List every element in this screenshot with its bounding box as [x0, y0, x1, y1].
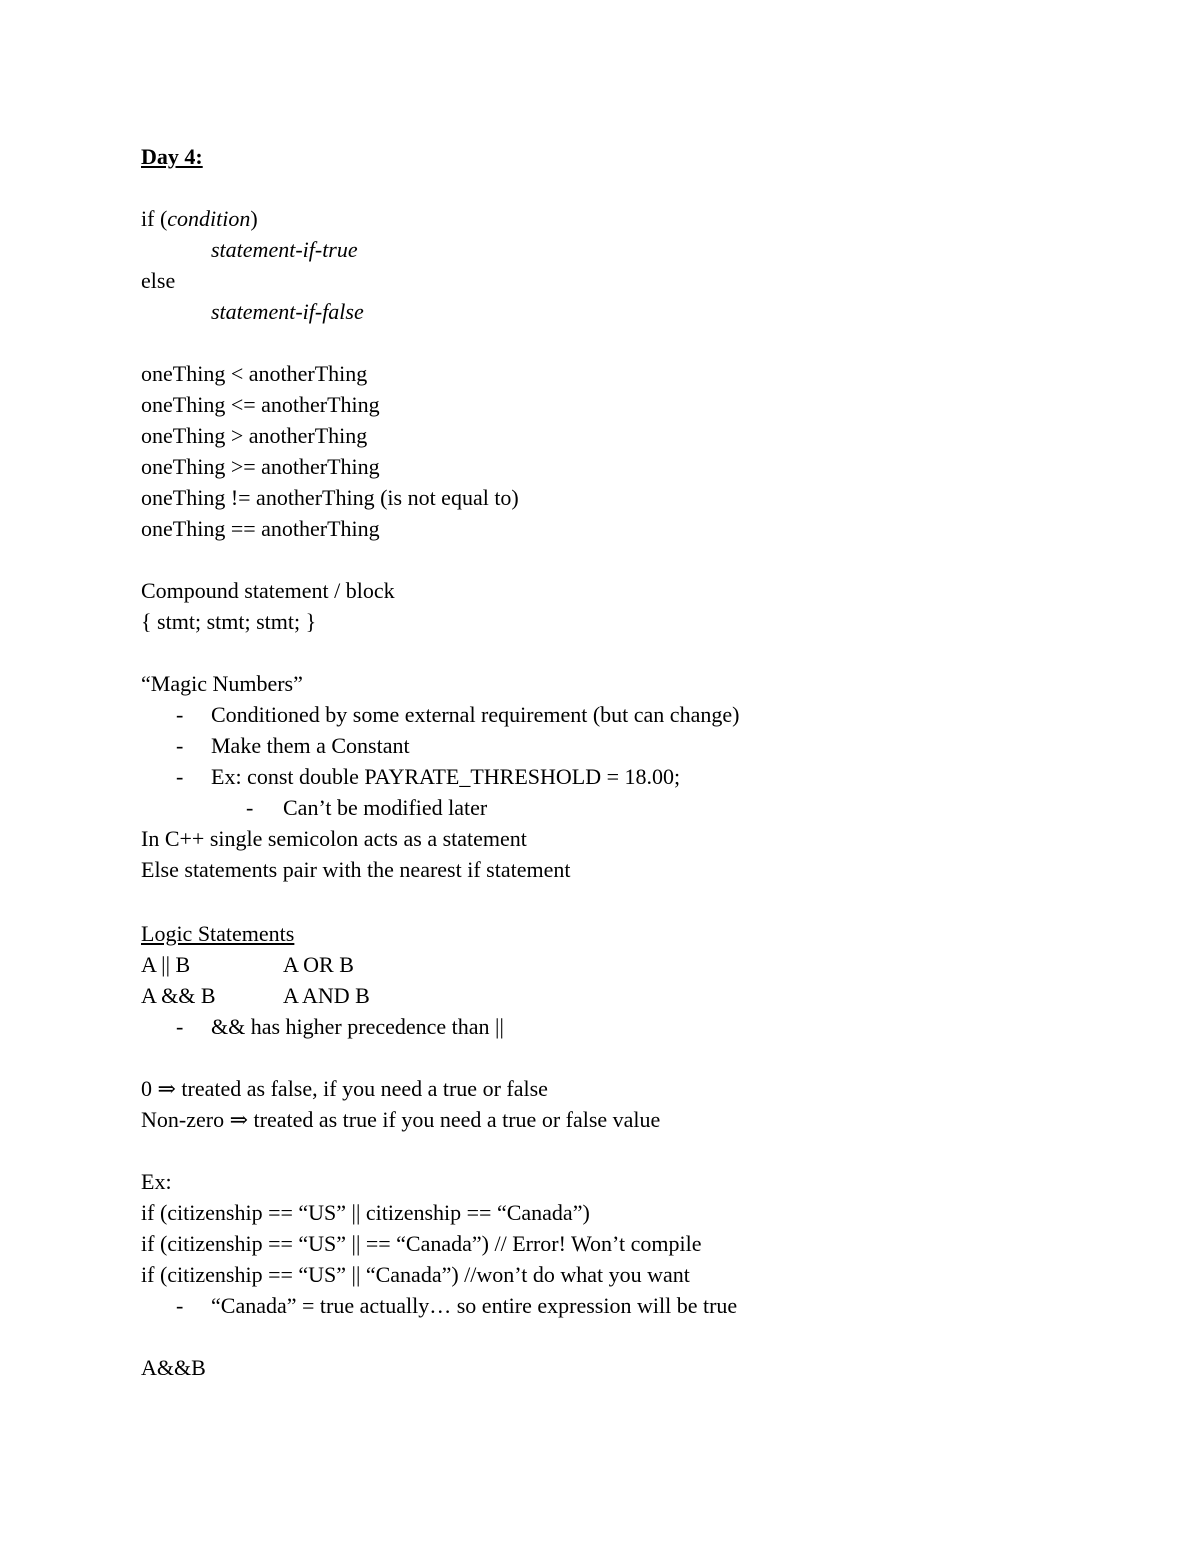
if-prefix: if (	[141, 206, 168, 231]
statement-if-true: statement-if-true	[211, 237, 358, 262]
comparison-line: oneThing >= anotherThing	[141, 454, 380, 479]
truthiness-line: Non-zero ⇒ treated as true if you need a true or false value	[141, 1107, 661, 1132]
comparison-line: oneThing != anotherThing (is not equal to)	[141, 485, 519, 510]
bullet-dash: -	[246, 795, 254, 820]
bullet-dash: -	[176, 702, 184, 727]
note-line: In C++ single semicolon acts as a statement	[141, 826, 527, 851]
comparison-line: oneThing < anotherThing	[141, 361, 368, 386]
example-code-line: if (citizenship == “US” || “Canada”) //won’t do what you want	[141, 1262, 690, 1287]
comparison-line: oneThing <= anotherThing	[141, 392, 380, 417]
note-line: Else statements pair with the nearest if statement	[141, 857, 571, 882]
example-code-line: if (citizenship == “US” || == “Canada”) // Error! Won’t compile	[141, 1231, 702, 1256]
magic-sub-bullet: Can’t be modified later	[283, 795, 488, 820]
final-line: A&&B	[141, 1355, 206, 1380]
bullet-dash: -	[176, 733, 184, 758]
logic-expr: A || B	[141, 952, 191, 977]
magic-bullet: Make them a Constant	[211, 733, 410, 758]
magic-bullet: Conditioned by some external requirement (but can change)	[211, 702, 740, 727]
truthiness-line: 0 ⇒ treated as false, if you need a true or false	[141, 1076, 548, 1101]
compound-example: { stmt; stmt; stmt; }	[141, 609, 317, 634]
condition-text: condition	[167, 206, 251, 231]
logic-expr: A && B	[141, 983, 216, 1008]
example-bullet: “Canada” = true actually… so entire expression will be true	[211, 1293, 738, 1318]
bullet-dash: -	[176, 1293, 184, 1318]
page-title: Day 4:	[141, 144, 203, 169]
bullet-dash: -	[176, 764, 184, 789]
bullet-dash: -	[176, 1014, 184, 1039]
example-label: Ex:	[141, 1169, 172, 1194]
logic-meaning: A OR B	[283, 952, 354, 977]
magic-bullet: Ex: const double PAYRATE_THRESHOLD = 18.00;	[211, 764, 681, 789]
magic-heading: “Magic Numbers”	[141, 671, 303, 696]
compound-heading: Compound statement / block	[141, 578, 395, 603]
if-suffix: )	[250, 206, 258, 231]
example-code-line: if (citizenship == “US” || citizenship == “Canada”)	[141, 1200, 590, 1225]
logic-heading: Logic Statements	[141, 921, 295, 946]
logic-meaning: A AND B	[283, 983, 370, 1008]
if-line	[141, 203, 258, 234]
statement-if-false: statement-if-false	[211, 299, 364, 324]
else-line: else	[141, 268, 176, 293]
comparison-line: oneThing > anotherThing	[141, 423, 368, 448]
comparison-line: oneThing == anotherThing	[141, 516, 380, 541]
logic-bullet: && has higher precedence than ||	[211, 1014, 504, 1039]
